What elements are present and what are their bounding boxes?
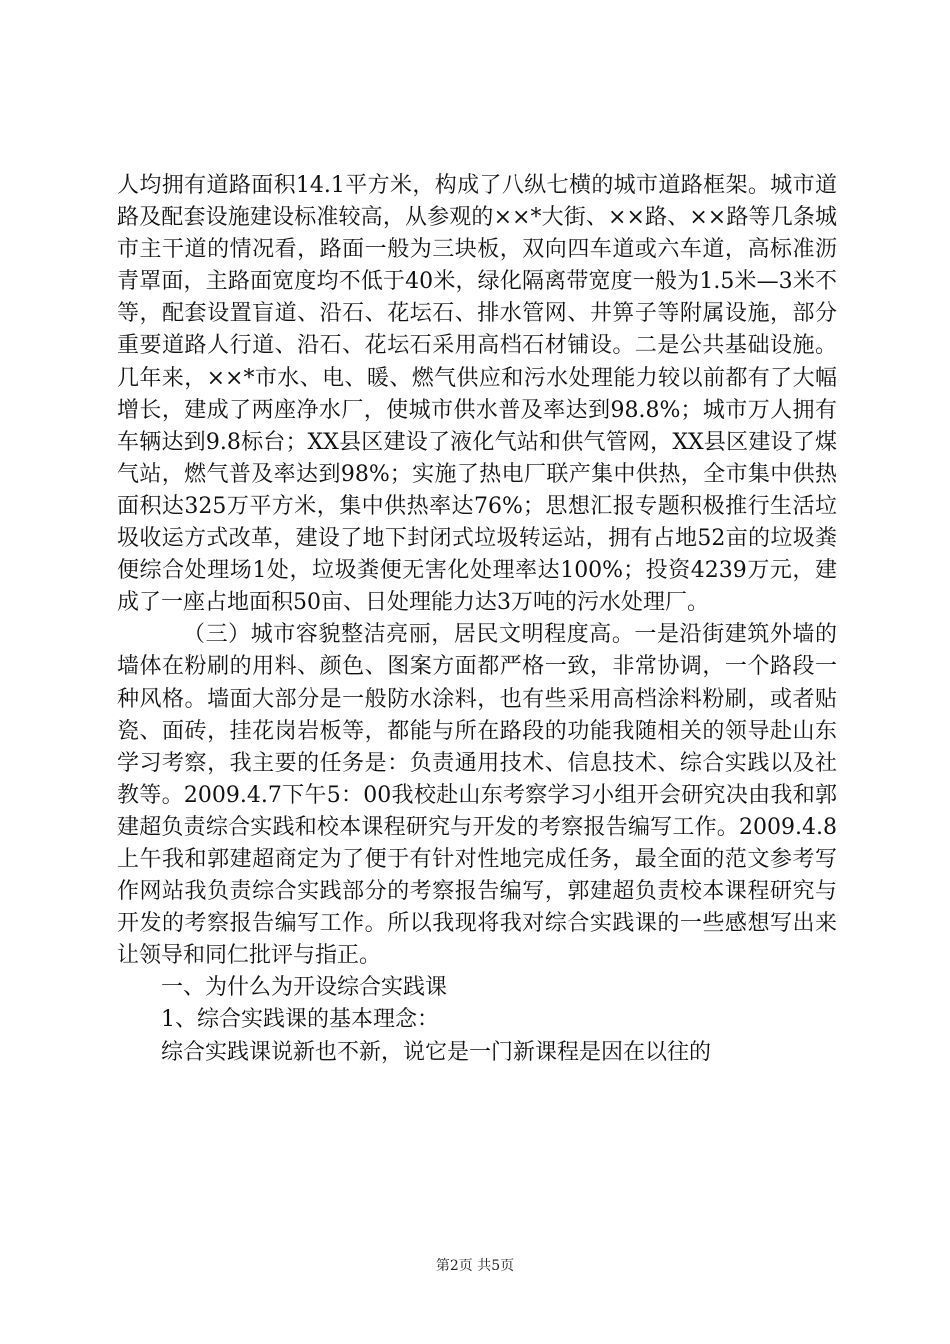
paragraph-city-appearance: （三）城市容貌整洁亮丽，居民文明程度高。一是沿街建筑外墙的墙体在粉刷的用料、颜色、图案方面都严格一致，非常协调，一个路段一种风格。墙面大部分是一般防水涂料，也有些采用高档涂料粉刷，或者贴瓷、面砖，挂花岗岩板等，都能与所在路段的功能我随相关的领导赴山东学习考察，我主要的任务是：负责通用技术、信息技术、综合实践以及社教等。2009.4.7下午5：00我校赴山东考察学习小组开会研究决由我和郭建超负责综合实践和校本课程研究与开发的考察报告编写工作。2009.4.8上午我和郭建超商定为了便于有针对性地完成任务，最全面的范文参考写作网站我负责综合实践部分的考察报告编写，郭建超负责校本课程研究与开发的考察报告编写工作。所以我现将我对综合实践课的一些感想写出来让领导和同仁批评与指正。 xyxy=(117,622,837,969)
section-heading-why: 一、为什么为开设综合实践课 xyxy=(161,975,448,1001)
paragraph-practice-course: 综合实践课说新也不新，说它是一门新课程是因在以往的 xyxy=(161,1039,712,1065)
page-footer: 第2页 共5页 xyxy=(435,1258,515,1274)
document-body xyxy=(117,170,837,1069)
paragraph-infrastructure: 人均拥有道路面积14.1平方米，构成了八纵七横的城市道路框架。城市道路及配套设施建设标准较高，从参观的××*大街、××路、××路等几条城市主干道的情况看，路面一般为三块板，双向四车道或六车道，高标准沥青罩面，主路面宽度均不低于40米，绿化隔离带宽度一般为1.5米—3米不等，配套设置盲道、沿石、花坛石、排水管网、井箅子等附属设施，部分重要道路人行道、沿石、花坛石采用高档石材铺设。二是公共基础设施。几年来，××*市水、电、暖、燃气供应和污水处理能力较以前都有了大幅增长，建成了两座净水厂，使城市供水普及率达到98.8%；城市万人拥有车辆达到9.8标台；XX县区建设了液化气站和供气管网，XX县区建设了煤气站，燃气普及率达到98%；实施了热电厂联产集中供热，全市集中供热面积达325万平方米，集中供热率达76%；思想汇报专题积极推行生活垃圾收运方式改革，建设了地下封闭式垃圾转运站，拥有占地52亩的垃圾粪便综合处理场1处，垃圾粪便无害化处理率达100%；投资4239万元，建成了一座占地面积50亩、日处理能力达3万吨的污水处理厂。 xyxy=(117,173,837,616)
subsection-heading-concept: 1、综合实践课的基本理念： xyxy=(161,1007,439,1033)
